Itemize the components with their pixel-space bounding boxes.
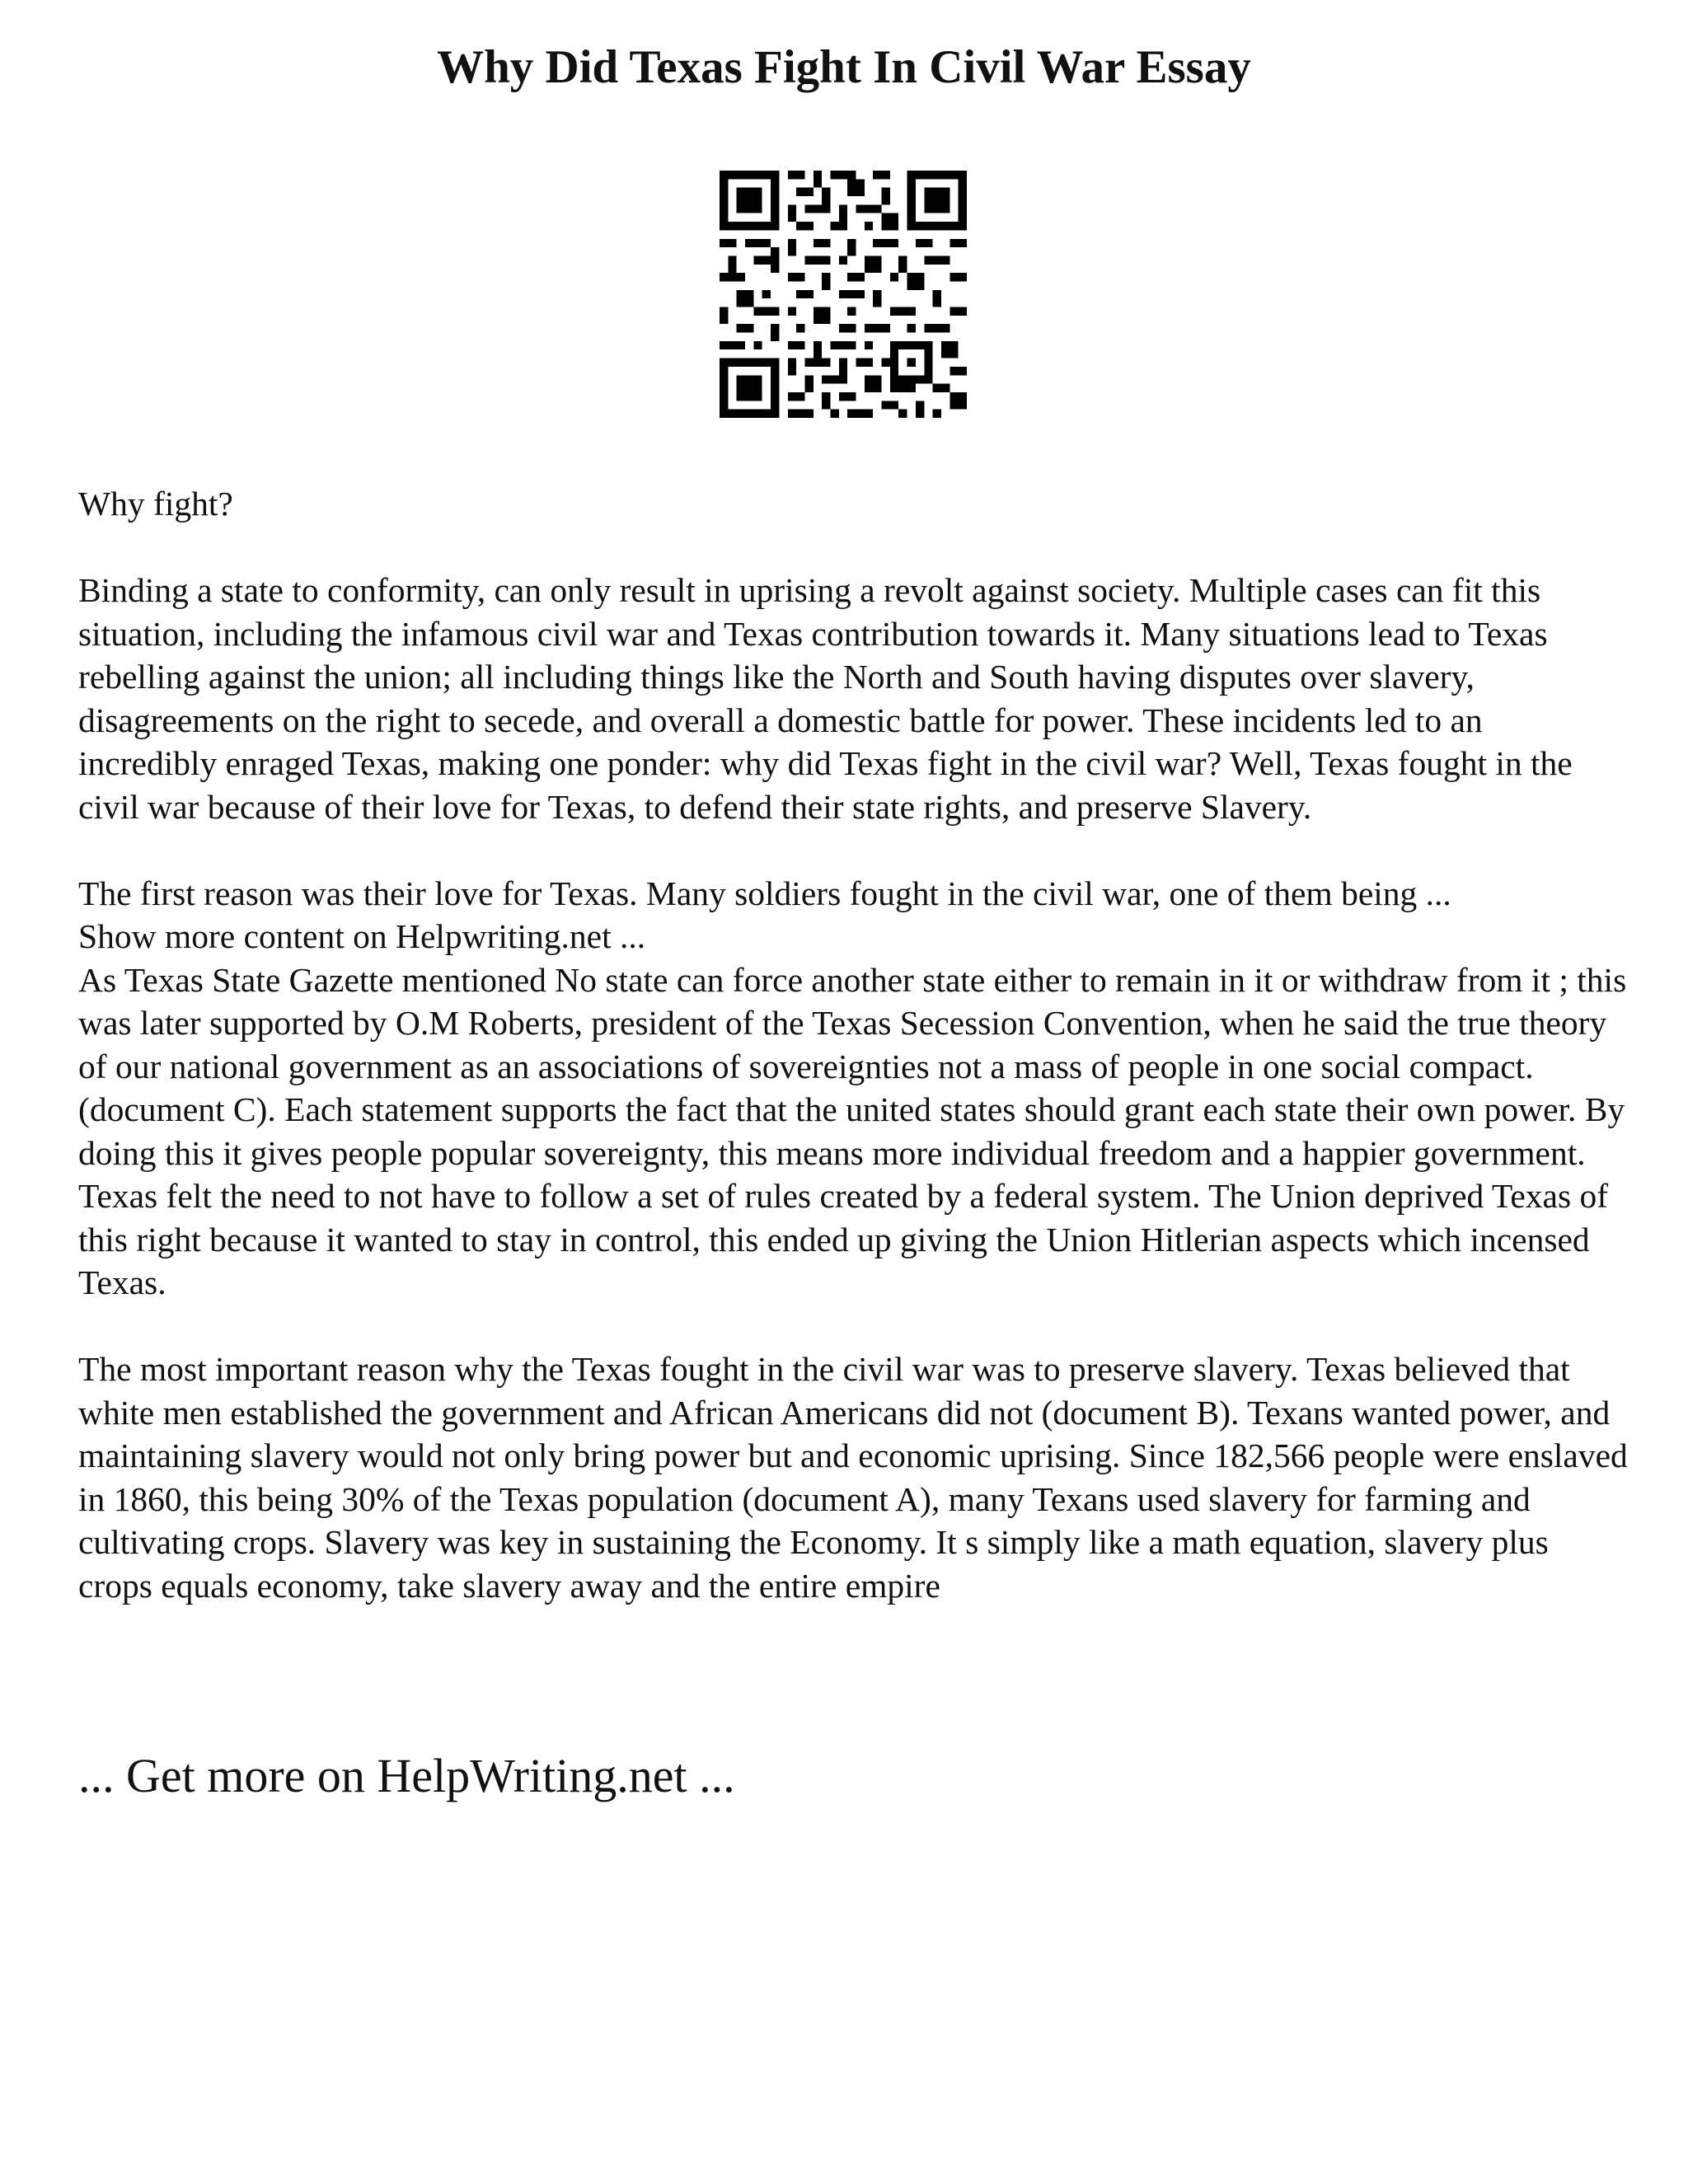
- get-more-link[interactable]: ... Get more on HelpWriting.net ...: [78, 1749, 735, 1802]
- qr-code-icon: [720, 171, 967, 418]
- essay-body: [78, 482, 1628, 1607]
- essay-heading: Why fight?: [78, 485, 233, 523]
- paragraph-slavery: The most important reason why the Texas fought in the civil war was to preserve slavery. Texas believed that white men established the government and African Americans did not (document B). Texans wanted power, and maintaining slavery would not only bring power but and economic uprising. Since 182,566 people were enslaved in 1860, this being 30% of the Texas population (document A), many Texans used slavery for farming and cultivating crops. Slavery was key in sustaining the Economy. It s simply like a math equation, slavery plus crops equals economy, take slavery away and the entire empire: [78, 1350, 1628, 1605]
- paragraph-state-rights: As Texas State Gazette mentioned No state can force another state either to remain in it or withdraw from it ; this was later supported by O.M Roberts, president of the Texas Secession Convention, when he said the true theory of our national government as an associations of sovereignties not a mass of people in one social compact. (document C). Each statement supports the fact that the united states should grant each state their own power. By doing this it gives people popular sovereignty, this means more individual freedom and a happier government. Texas felt the need to not have to follow a set of rules created by a federal system. The Union deprived Texas of this right because it wanted to stay in control, this ended up giving the Union Hitlerian aspects which incensed Texas.: [78, 960, 1627, 1301]
- paragraph-first-reason: The first reason was their love for Texas. Many soldiers fought in the civil war, one of them being ...: [78, 874, 1451, 912]
- paragraph-intro: Binding a state to conformity, can only result in uprising a revolt against society. Multiple cases can fit this situation, including the infamous civil war and Texas contribution towards it. Many situations lead to Texas rebelling against the union; all including things like the North and South having disputes over slavery, disagreements on the right to secede, and overall a domestic battle for power. These incidents led to an incredibly enraged Texas, making one ponder: why did Texas fight in the civil war? Well, Texas fought in the civil war because of their love for Texas, to defend their state rights, and preserve Slavery.: [78, 571, 1573, 826]
- show-more-link[interactable]: Show more content on Helpwriting.net ...: [78, 917, 646, 955]
- document-title: Why Did Texas Fight In Civil War Essay: [437, 41, 1251, 93]
